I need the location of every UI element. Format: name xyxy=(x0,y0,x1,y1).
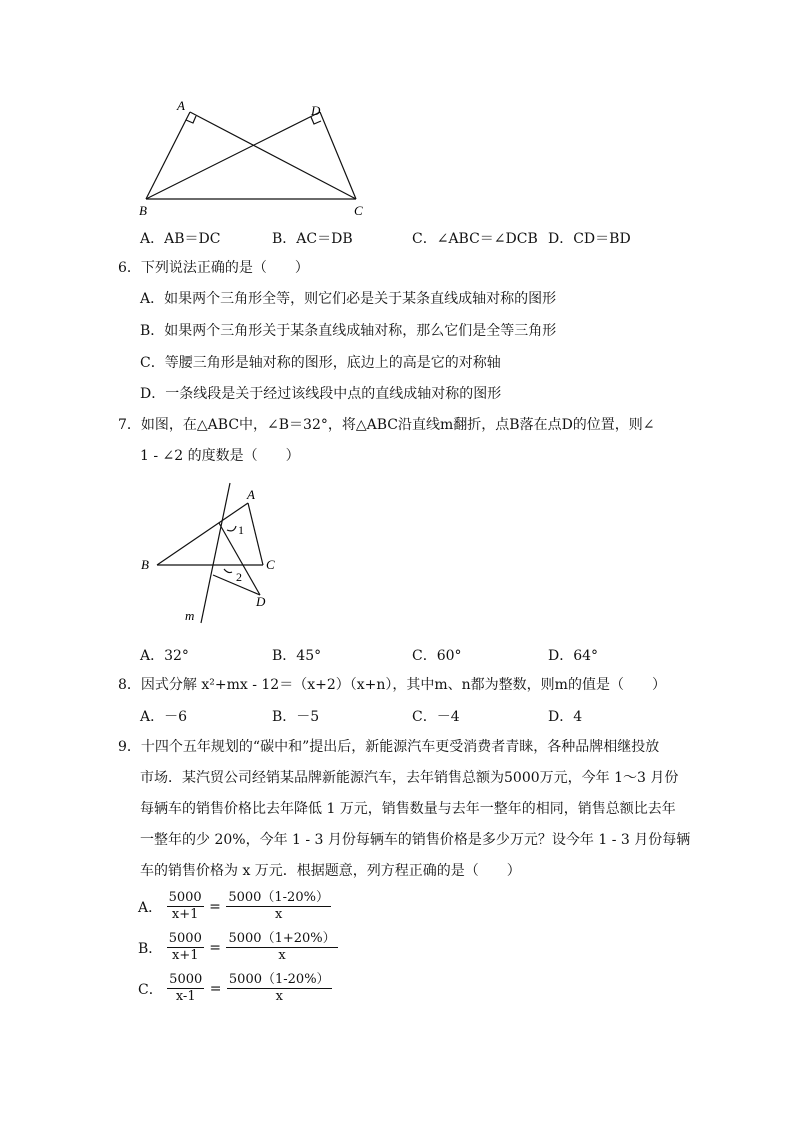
q7-option-c[interactable]: C．60° xyxy=(412,648,462,664)
q6-option-b[interactable]: B．如果两个三角形关于某条直线成轴对称，那么它们是全等三角形 xyxy=(140,323,557,339)
q9-stem-line3: 每辆车的销售价格比去年降低 1 万元，销售数量与去年一整年的相同，销售总额比去年 xyxy=(140,801,676,817)
q7-stem-line2: 1 - ∠2 的度数是（ ） xyxy=(140,448,300,464)
fig7-label-a: A xyxy=(247,487,255,502)
q9-option-b-right-fraction xyxy=(226,931,337,964)
q9-stem-line2: 市场．某汽贸公司经销某品牌新能源汽车，去年销售总额为5000万元，今年 1～3 月份 xyxy=(140,770,679,786)
q9-option-c[interactable] xyxy=(138,972,332,1005)
q9-option-a-left-fraction xyxy=(167,890,204,923)
q9-option-b[interactable] xyxy=(138,931,338,964)
q9-option-c-left-fraction xyxy=(167,972,204,1005)
q6-option-a[interactable]: A．如果两个三角形全等，则它们必是关于某条直线成轴对称的图形 xyxy=(140,291,557,307)
q8-option-b[interactable]: B．－5 xyxy=(272,709,320,725)
fraction-denominator: x xyxy=(275,989,283,1004)
q9-stem-line4: 一整年的少 20%，今年 1 - 3 月份每辆车的销售价格是多少万元？设今年 1 - 3 月份每辆 xyxy=(140,832,691,848)
figure-q5 xyxy=(130,95,380,225)
q7-option-d[interactable]: D．64° xyxy=(548,648,599,664)
q7-option-b[interactable]: B．45° xyxy=(272,648,322,664)
fraction-denominator: x+1 xyxy=(172,948,199,963)
fraction-numerator: 5000（1-20%） xyxy=(228,972,330,987)
fig5-label-b: B xyxy=(139,203,147,218)
figure-q7 xyxy=(135,478,295,628)
q6-option-c[interactable]: C．等腰三角形是轴对称的图形，底边上的高是它的对称轴 xyxy=(140,355,501,371)
q8-stem: 8．因式分解 x²+mx - 12＝（x+2）（x+n），其中m、n都为整数，则m的值是（ ） xyxy=(118,677,666,693)
fraction-numerator: 5000（1+20%） xyxy=(228,931,336,946)
fig7-label-1: 1 xyxy=(238,523,244,537)
q9-option-a[interactable] xyxy=(138,890,331,923)
q9-option-b-left-fraction xyxy=(167,931,204,964)
fig7-label-2: 2 xyxy=(236,570,242,584)
fig5-label-a: A xyxy=(177,98,185,113)
fig7-label-m: m xyxy=(185,608,195,623)
q8-option-a[interactable]: A．－6 xyxy=(140,709,188,725)
equals-sign: = xyxy=(209,898,221,915)
fraction-denominator: x+1 xyxy=(171,907,199,922)
q9-option-b-label: B． xyxy=(138,940,163,957)
fig7-label-d: D xyxy=(256,594,266,609)
q8-option-c[interactable]: C．－4 xyxy=(412,709,460,725)
fig5-label-d: D xyxy=(311,103,321,118)
equals-sign: = xyxy=(209,939,222,956)
fraction-numerator: 5000（1-20%） xyxy=(228,890,329,905)
fraction-denominator: x xyxy=(278,948,286,963)
q9-stem-line5: 车的销售价格为 x 万元．根据题意，列方程正确的是（ ） xyxy=(140,863,521,879)
q6-stem: 6．下列说法正确的是（ ） xyxy=(118,260,309,276)
equals-sign: = xyxy=(209,980,222,997)
q9-stem-line1: 9．十四个五年规划的“碳中和”提出后，新能源汽车更受消费者青睐，各种品牌相继投放 xyxy=(118,739,660,755)
q8-option-d[interactable]: D．4 xyxy=(548,709,583,725)
fig5-label-c: C xyxy=(354,203,363,218)
q5-option-d[interactable]: D．CD＝BD xyxy=(548,231,631,247)
q7-option-a[interactable]: A．32° xyxy=(140,648,189,664)
q5-option-c[interactable]: C．∠ABC＝∠DCB xyxy=(412,231,538,247)
q6-option-d[interactable]: D．一条线段是关于经过该线段中点的直线成轴对称的图形 xyxy=(140,386,502,402)
fraction-numerator: 5000 xyxy=(169,972,203,987)
fraction-denominator: x-1 xyxy=(175,989,196,1004)
fig7-label-c: C xyxy=(266,557,275,572)
q9-option-c-label: C． xyxy=(138,981,163,998)
q9-option-a-right-fraction xyxy=(226,890,331,923)
q7-stem-line1: 7．如图，在△ABC中，∠B＝32°，将△ABC沿直线m翻折，点B落在点D的位置，则∠ xyxy=(118,417,655,433)
fig7-label-b: B xyxy=(141,557,149,572)
q9-option-a-label: A． xyxy=(138,899,163,916)
fraction-numerator: 5000 xyxy=(168,890,202,905)
q5-option-a[interactable]: A．AB＝DC xyxy=(140,231,221,247)
fraction-numerator: 5000 xyxy=(168,931,202,946)
q5-option-b[interactable]: B．AC＝DB xyxy=(272,231,353,247)
fraction-denominator: x xyxy=(274,907,283,922)
q9-option-c-right-fraction xyxy=(227,972,332,1005)
